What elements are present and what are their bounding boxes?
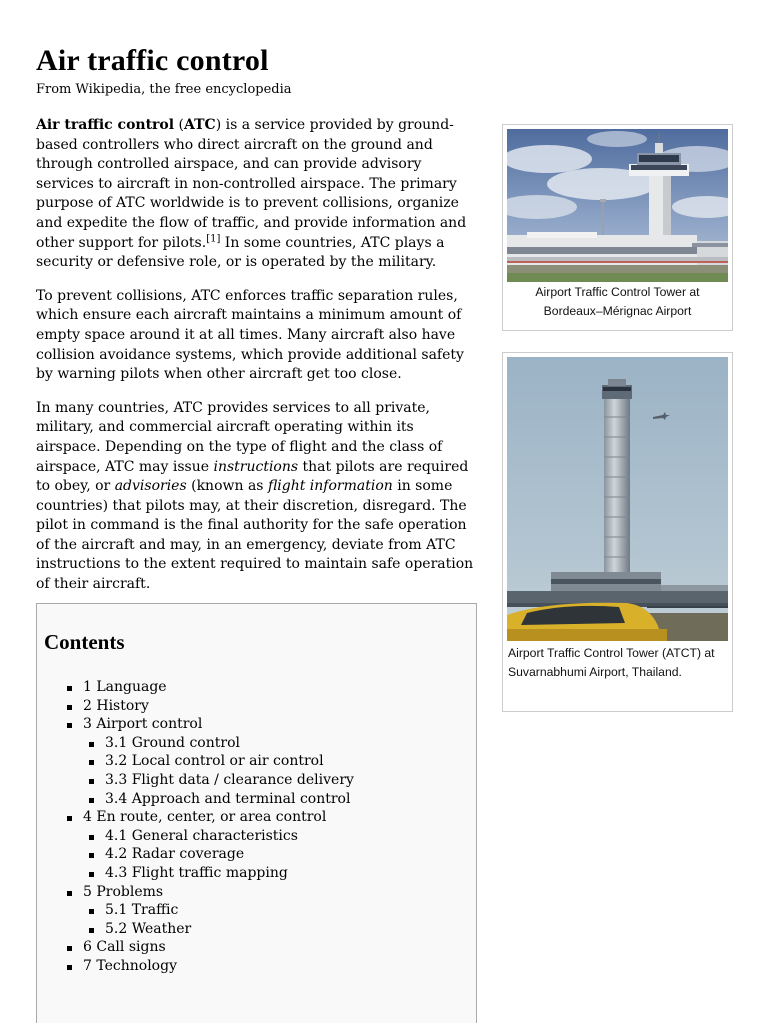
abbr-bold: ATC: [184, 117, 216, 133]
toc-item-radar-coverage[interactable]: 4.2 Radar coverage: [87, 845, 354, 864]
toc-item-airport-control[interactable]: 3 Airport control: [65, 715, 354, 734]
italic-term: instructions: [213, 458, 299, 475]
article-body: [36, 116, 478, 609]
toc-item-general-characteristics[interactable]: 4.1 General characteristics: [87, 827, 354, 846]
toc-item-weather[interactable]: 5.2 Weather: [87, 920, 354, 939]
page-title: Air traffic control: [36, 44, 269, 77]
text-run: In some countries, ATC plays a security or defensive role, or is operated by the military.: [36, 234, 445, 271]
figure-caption: Airport Traffic Control Tower at Bordeaux–Mérignac Airport: [535, 285, 700, 318]
term-bold: Air traffic control: [36, 117, 175, 133]
italic-term: flight information: [267, 478, 393, 495]
toc-item-call-signs[interactable]: 6 Call signs: [65, 938, 354, 957]
toc-item-language[interactable]: 1 Language: [65, 678, 354, 697]
text-run: ) is a service provided by ground-based controllers who direct aircraft on the ground and through controlled airspace, and can provide advisory services to aircraft in non-controlled airspace. The primary purpose of ATC worldwide is to prevent collisions, organize and expedite the flow of traffic, and provide information and other support for pilots.: [36, 117, 467, 251]
page-subtitle: From Wikipedia, the free encyclopedia: [36, 82, 292, 97]
toc-item-local-control[interactable]: 3.2 Local control or air control: [87, 752, 354, 771]
toc-item-problems[interactable]: 5 Problems: [65, 883, 354, 902]
figure-bordeaux: [502, 124, 733, 331]
toc-item-flight-traffic-mapping[interactable]: 4.3 Flight traffic mapping: [87, 864, 354, 883]
toc-list: [65, 678, 354, 976]
text-run: that pilots are required to obey, or: [36, 458, 469, 495]
suvarnabhumi-tower-image[interactable]: [507, 357, 728, 641]
toc-title: Contents: [44, 630, 125, 654]
text-run: In many countries, ATC provides services to all private, military, and commercial aircraft operating within its airspace. Depending on the type of flight and the class of airspace, ATC may issue: [36, 399, 443, 475]
text-run: (known as: [186, 478, 268, 495]
table-of-contents: [36, 603, 477, 1023]
services-paragraph: [36, 399, 478, 595]
toc-item-technology[interactable]: 7 Technology: [65, 957, 354, 976]
italic-term: advisories: [114, 478, 187, 495]
bordeaux-tower-image[interactable]: [507, 129, 728, 282]
toc-item-ground-control[interactable]: 3.1 Ground control: [87, 734, 354, 753]
collisions-paragraph: To prevent collisions, ATC enforces traffic separation rules, which ensure each aircraft maintains a minimum amount of empty space around it at all times. Many aircraft also have collision avoidance systems, which provide additional safety by warning pilots when other aircraft get too close.: [36, 287, 464, 383]
toc-item-en-route[interactable]: 4 En route, center, or area control: [65, 808, 354, 827]
intro-paragraph: [36, 116, 478, 273]
text-run: in some countries) that pilots may, at their discretion, disregard. The pilot in command is the final authority for the safe operation of the aircraft and may, in an emergency, deviate from ATC instructions to the extent required to maintain safe operation of their aircraft.: [36, 478, 474, 593]
toc-item-traffic[interactable]: 5.1 Traffic: [87, 901, 354, 920]
reference-link[interactable]: [1]: [206, 232, 221, 244]
text-run: (: [174, 117, 185, 133]
toc-item-flight-data[interactable]: 3.3 Flight data / clearance delivery: [87, 771, 354, 790]
figure-caption: Airport Traffic Control Tower (ATCT) at Suvarnabhumi Airport, Thailand.: [508, 646, 715, 679]
figure-suvarnabhumi: [502, 352, 733, 712]
toc-item-approach-control[interactable]: 3.4 Approach and terminal control: [87, 790, 354, 809]
toc-item-history[interactable]: 2 History: [65, 697, 354, 716]
